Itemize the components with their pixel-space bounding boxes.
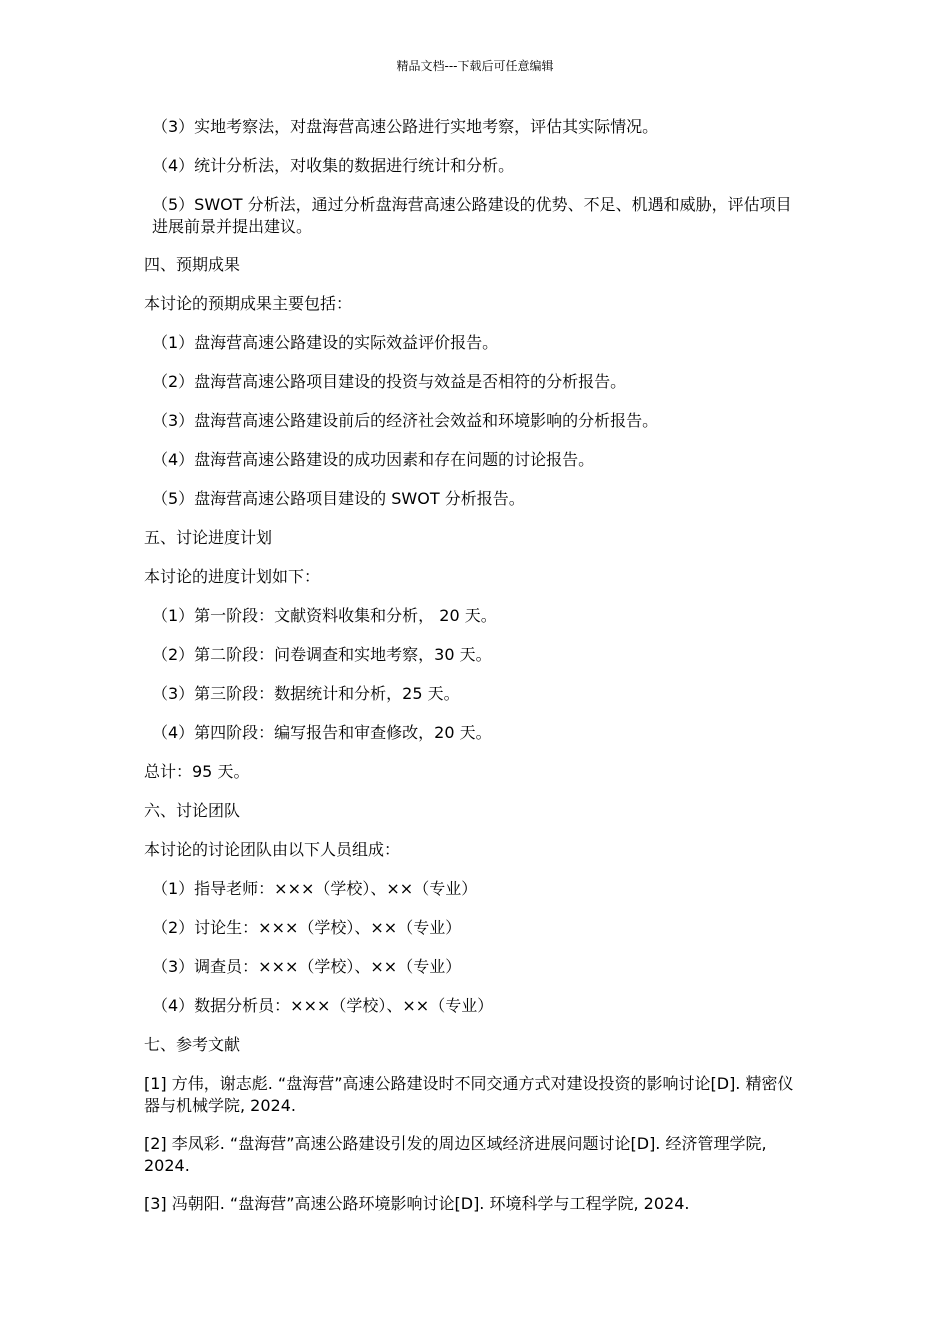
team-intro: 本讨论的讨论团队由以下人员组成： [144, 840, 401, 859]
team-item: （2）讨论生：×××（学校）、××（专业） [152, 918, 462, 937]
schedule-item: （1）第一阶段：文献资料收集和分析， 20 天。 [152, 606, 497, 625]
schedule-intro: 本讨论的进度计划如下： [144, 567, 321, 586]
team-item: （3）调查员：×××（学校）、××（专业） [152, 957, 462, 976]
team-item: （1）指导老师：×××（学校）、××（专业） [152, 879, 478, 898]
page-header: 精品文档---下载后可任意编辑 [396, 59, 554, 73]
results-item: （5）盘海营高速公路项目建设的 SWOT 分析报告。 [152, 489, 525, 508]
results-item: （4）盘海营高速公路建设的成功因素和存在问题的讨论报告。 [152, 450, 595, 469]
reference-item: [3] 冯朝阳. “盘海营”高速公路环境影响讨论[D]. 环境科学与工程学院, 2024. [144, 1194, 690, 1213]
team-item: （4）数据分析员：×××（学校）、××（专业） [152, 996, 494, 1015]
results-intro: 本讨论的预期成果主要包括： [144, 294, 353, 313]
method-item: （5）SWOT 分析法，通过分析盘海营高速公路建设的优势、不足、机遇和威胁，评估项目进展前景并提出建议。 [152, 195, 792, 236]
reference-item: [1] 方伟，谢志彪. “盘海营”高速公路建设时不同交通方式对建设投资的影响讨论[D]. 精密仪器与机械学院, 2024. [144, 1074, 794, 1115]
reference-item: [2] 李凤彩. “盘海营”高速公路建设引发的周边区域经济进展问题讨论[D]. 经济管理学院, 2024. [144, 1134, 767, 1175]
results-item: （1）盘海营高速公路建设的实际效益评价报告。 [152, 333, 499, 352]
schedule-item: （2）第二阶段：问卷调查和实地考察，30 天。 [152, 645, 492, 664]
schedule-item: （4）第四阶段：编写报告和审查修改，20 天。 [152, 723, 492, 742]
document-body [144, 116, 800, 1232]
section-heading-results: 四、预期成果 [144, 255, 241, 274]
method-item: （4）统计分析法，对收集的数据进行统计和分析。 [152, 156, 515, 175]
section-heading-team: 六、讨论团队 [144, 801, 241, 820]
schedule-item: （3）第三阶段：数据统计和分析，25 天。 [152, 684, 460, 703]
section-heading-schedule: 五、讨论进度计划 [144, 528, 273, 547]
method-item: （3）实地考察法，对盘海营高速公路进行实地考察，评估其实际情况。 [152, 117, 659, 136]
results-item: （2）盘海营高速公路项目建设的投资与效益是否相符的分析报告。 [152, 372, 627, 391]
schedule-total: 总计：95 天。 [144, 762, 250, 781]
section-heading-references: 七、参考文献 [144, 1035, 241, 1054]
results-item: （3）盘海营高速公路建设前后的经济社会效益和环境影响的分析报告。 [152, 411, 659, 430]
